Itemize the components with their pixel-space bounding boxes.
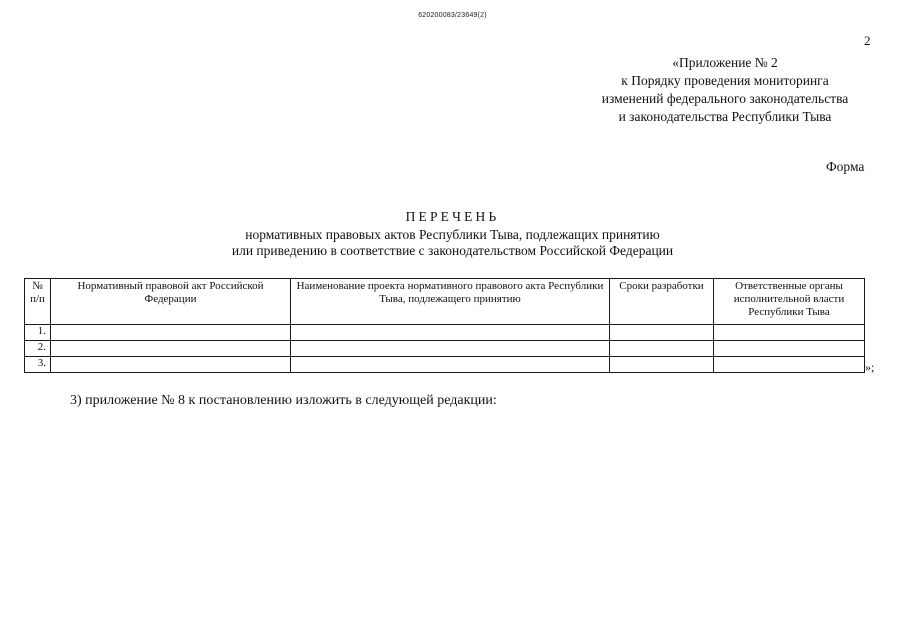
table-cell xyxy=(291,341,610,357)
document-id: 620200083/23649(2) xyxy=(418,12,487,19)
subtitle-line: нормативных правовых актов Республики Тыва, подлежащих принятию xyxy=(245,227,660,242)
form-label: Форма xyxy=(826,159,865,174)
appendix-line: и законодательства Республики Тыва xyxy=(618,109,832,124)
table-cell xyxy=(51,341,291,357)
appendix-heading xyxy=(560,54,890,126)
table-cell xyxy=(714,341,865,357)
appendix-line: изменений федерального законодательства xyxy=(601,91,849,106)
list-title: ПЕРЕЧЕНЬ xyxy=(405,209,500,224)
column-header-deadline: Сроки разработки xyxy=(610,279,714,325)
appendix-line: к Порядку проведения мониторинга xyxy=(621,73,829,88)
subtitle-line: или приведению в соответствие с законодательством Российской Федерации xyxy=(231,243,674,258)
appendix-line: «Приложение № 2 xyxy=(672,55,778,70)
list-subtitle xyxy=(0,227,905,259)
table-cell xyxy=(51,357,291,373)
table-cell xyxy=(714,357,865,373)
table-row xyxy=(25,341,865,357)
table-cell xyxy=(714,325,865,341)
table-cell xyxy=(291,357,610,373)
column-header-number: № п/п xyxy=(25,279,51,325)
table-cell xyxy=(610,357,714,373)
table-cell xyxy=(610,325,714,341)
column-header-responsible: Ответственные органы исполнительной власти Республики Тыва xyxy=(714,279,865,325)
column-header-draft-name: Наименование проекта нормативного правового акта Республики Тыва, подлежащего принятию xyxy=(291,279,610,325)
table-header-row xyxy=(25,279,865,325)
row-number-cell: 2. xyxy=(25,341,51,357)
column-header-federal-act: Нормативный правовой акт Российской Федерации xyxy=(51,279,291,325)
acts-table xyxy=(24,278,865,373)
closing-quote-mark: »; xyxy=(865,360,875,374)
table-cell xyxy=(291,325,610,341)
table-row xyxy=(25,325,865,341)
table-row xyxy=(25,357,865,373)
table-cell xyxy=(51,325,291,341)
row-number-cell: 1. xyxy=(25,325,51,341)
page-number: 2 xyxy=(864,33,871,48)
row-number-cell: 3. xyxy=(25,357,51,373)
body-paragraph: 3) приложение № 8 к постановлению изложить в следующей редакции: xyxy=(70,393,497,408)
table-cell xyxy=(610,341,714,357)
